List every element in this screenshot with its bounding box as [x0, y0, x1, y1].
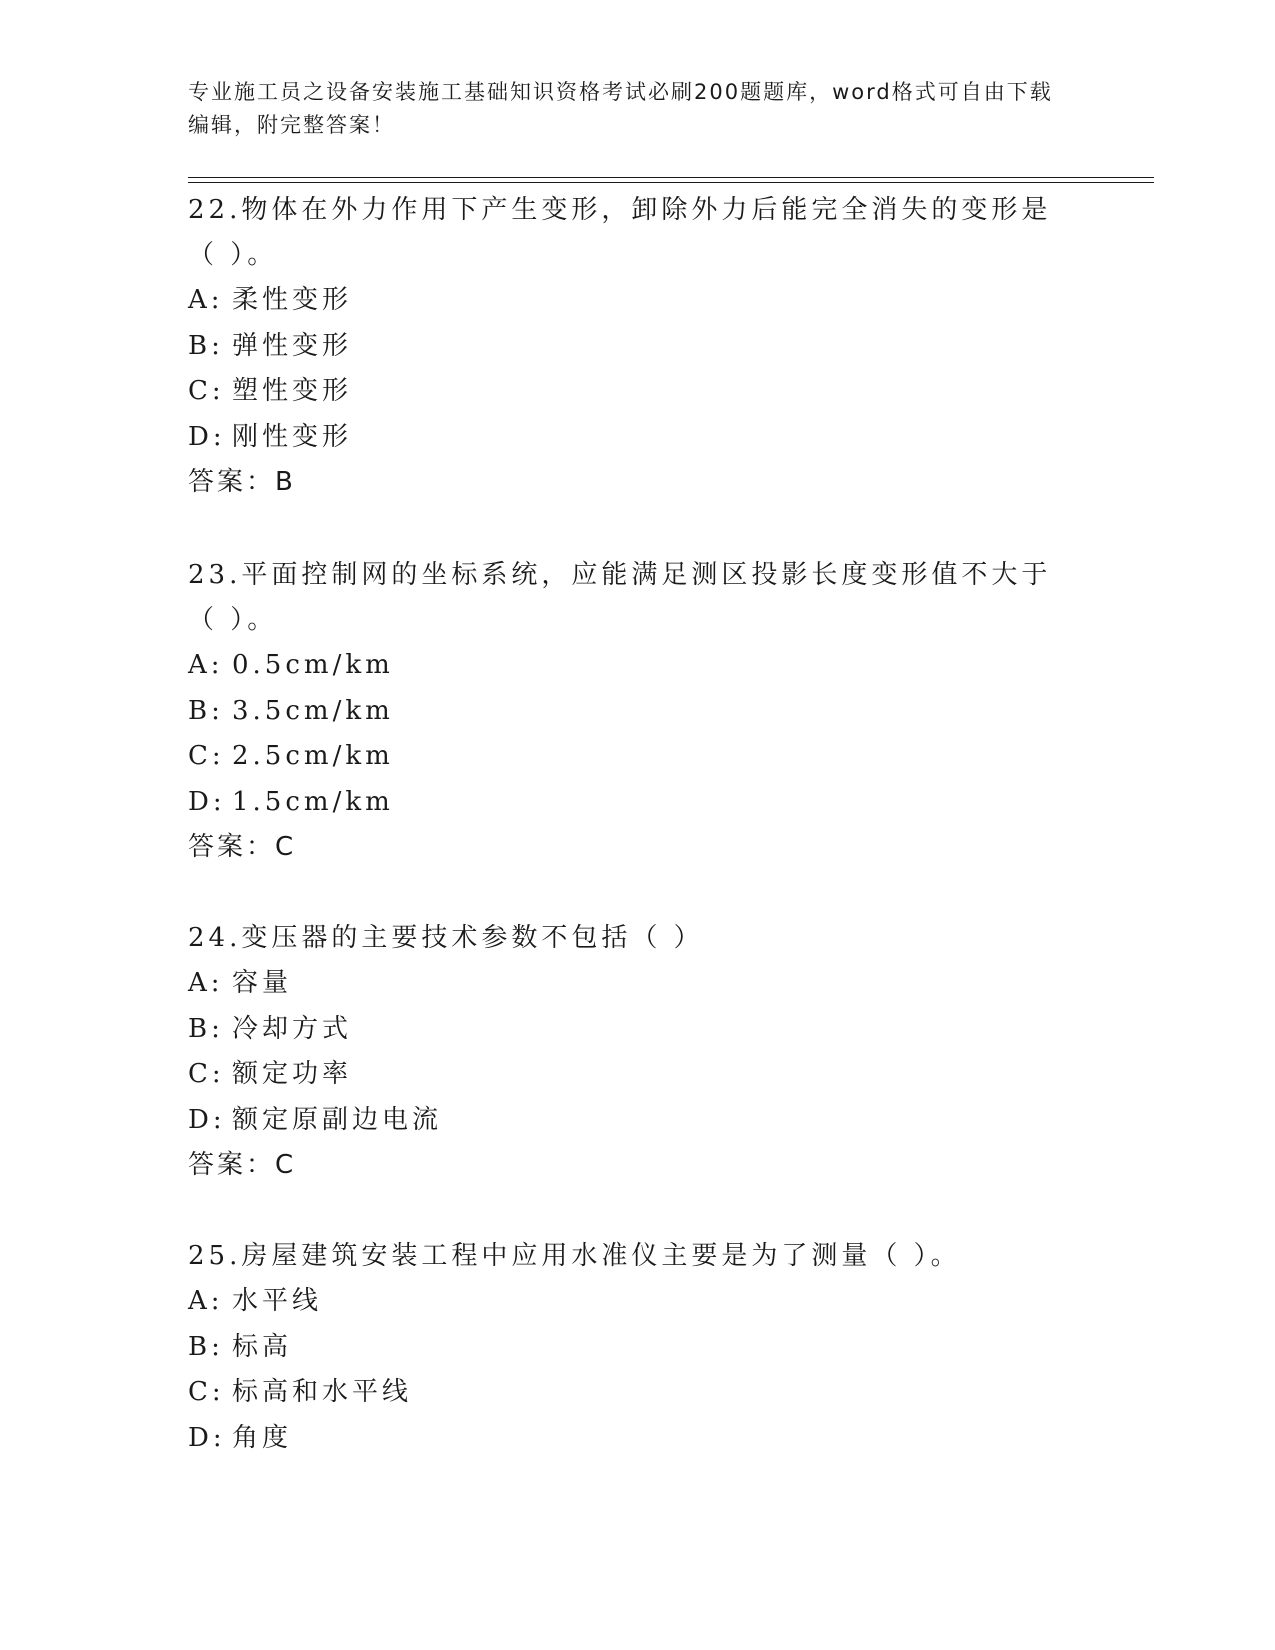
option-text: 塑性变形	[232, 376, 353, 406]
option-text: 0.5cm/km	[232, 650, 394, 680]
option-b	[188, 1007, 1068, 1053]
option-a	[188, 1279, 1068, 1325]
question-stem: 25.房屋建筑安装工程中应用水准仪主要是为了测量（ ）。	[188, 1241, 961, 1271]
option-d	[188, 1098, 1068, 1144]
option-key: A:	[188, 1286, 224, 1316]
option-text: 弹性变形	[232, 330, 353, 361]
option-key: D:	[188, 1422, 226, 1453]
option-key: B:	[188, 1331, 224, 1362]
option-a	[188, 278, 1068, 324]
question-24	[188, 916, 1068, 1188]
option-key: A:	[188, 968, 224, 998]
option-text: 3.5cm/km	[232, 695, 394, 726]
option-text: 额定功率	[232, 1059, 353, 1089]
option-key: C:	[188, 1059, 225, 1089]
option-key: C:	[188, 1377, 225, 1407]
question-stem: 23.平面控制网的坐标系统，应能满足测区投影长度变形值不大于（ ）。	[188, 560, 1052, 635]
answer-line: 答案：C	[188, 832, 297, 862]
option-a	[188, 643, 1068, 689]
option-text: 角度	[232, 1422, 293, 1453]
answer-line: 答案：C	[188, 1150, 297, 1180]
option-key: B:	[188, 1013, 224, 1044]
option-key: D:	[188, 421, 226, 452]
option-text: 冷却方式	[232, 1013, 353, 1044]
option-key: C:	[188, 741, 225, 771]
option-text: 水平线	[232, 1286, 323, 1316]
option-text: 额定原副边电流	[232, 1104, 443, 1135]
option-key: A:	[188, 285, 224, 315]
option-text: 标高	[232, 1331, 293, 1362]
header-divider-bottom	[188, 182, 1154, 183]
option-key: B:	[188, 330, 224, 361]
option-c	[188, 1370, 1068, 1416]
option-text: 柔性变形	[232, 285, 353, 315]
document-header: 专业施工员之设备安装施工基础知识资格考试必刷200题题库，word格式可自由下载编辑，附完整答案！	[188, 80, 1053, 137]
option-b	[188, 324, 1068, 370]
option-a	[188, 961, 1068, 1007]
option-key: B:	[188, 695, 224, 726]
option-d	[188, 780, 1068, 826]
option-text: 1.5cm/km	[232, 786, 394, 817]
option-text: 2.5cm/km	[232, 741, 394, 771]
question-25	[188, 1234, 1068, 1461]
option-c	[188, 369, 1068, 415]
option-key: C:	[188, 376, 225, 406]
option-c	[188, 734, 1068, 780]
option-c	[188, 1052, 1068, 1098]
header-divider-top	[188, 177, 1154, 178]
option-d	[188, 415, 1068, 461]
option-text: 刚性变形	[232, 421, 353, 452]
question-stem: 24.变压器的主要技术参数不包括（ ）	[188, 923, 704, 953]
option-key: D:	[188, 1104, 226, 1135]
question-stem: 22.物体在外力作用下产生变形，卸除外力后能完全消失的变形是（ ）。	[188, 195, 1052, 270]
option-text: 容量	[232, 968, 293, 998]
answer-line: 答案：B	[188, 467, 296, 497]
question-22	[188, 188, 1068, 505]
option-key: A:	[188, 650, 224, 680]
option-key: D:	[188, 786, 226, 817]
question-23	[188, 553, 1068, 870]
option-text: 标高和水平线	[232, 1377, 413, 1407]
option-b	[188, 1325, 1068, 1371]
option-b	[188, 689, 1068, 735]
option-d	[188, 1416, 1068, 1462]
